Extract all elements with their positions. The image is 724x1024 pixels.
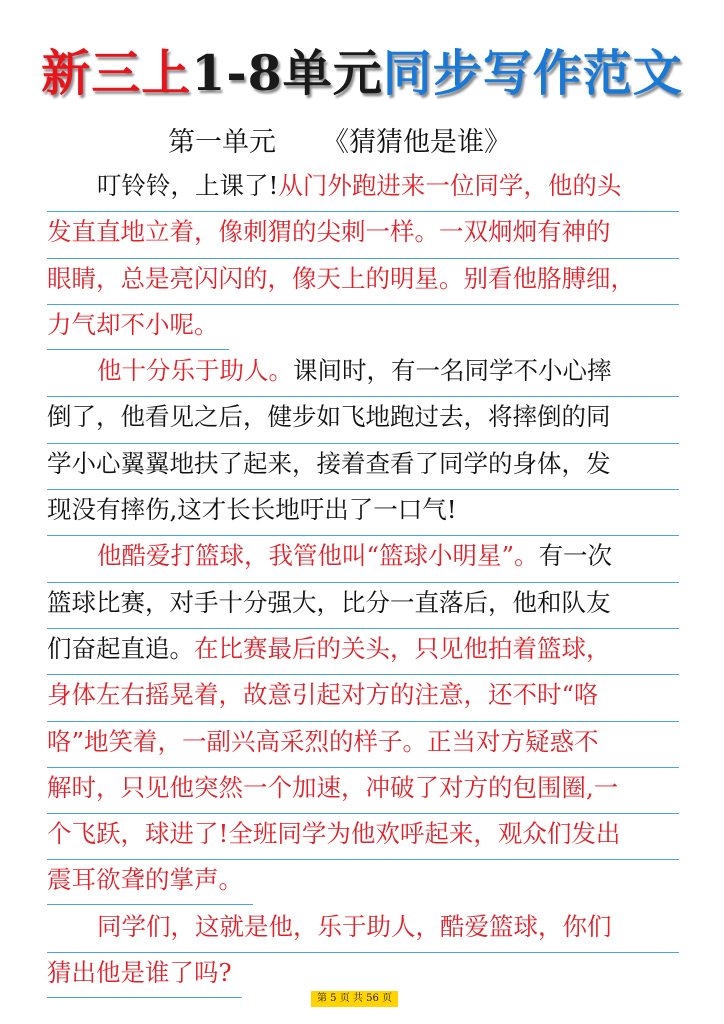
text-segment: 叮铃铃，上课了! bbox=[97, 171, 279, 200]
text-segment: 篮球比赛，对手十分强大，比分一直落后，他和队友 bbox=[47, 587, 611, 617]
essay-line bbox=[47, 490, 679, 536]
essay-line bbox=[47, 583, 679, 629]
essay-line bbox=[47, 629, 679, 675]
essay-line bbox=[47, 722, 679, 768]
essay-line bbox=[47, 675, 679, 721]
unit-label: 第一单元 bbox=[168, 127, 276, 158]
essay-line bbox=[47, 351, 679, 397]
text-segment: 从门外跑进来一位同学，他的头 bbox=[278, 171, 622, 200]
text-segment: 同学们，这就是他，乐于助人，酷爱篮球，你们 bbox=[97, 911, 612, 941]
essay-line bbox=[47, 768, 679, 814]
text-segment: 他十分乐于助人。 bbox=[97, 356, 293, 386]
text-segment: 猜出他是谁了吗? bbox=[47, 958, 232, 988]
essay-body bbox=[47, 166, 679, 999]
essay-line bbox=[47, 814, 679, 860]
text-segment: 课间时，有一名同学不小心摔 bbox=[293, 356, 612, 386]
text-segment: 现没有摔伤,这才长长地吁出了一口气! bbox=[47, 495, 457, 525]
text-segment: 学小心翼翼地扶了起来，接着查看了同学的身体，发 bbox=[47, 448, 611, 478]
title-part-black: 1-8单元 bbox=[191, 44, 383, 102]
page-number-badge: 第 5 页 共 56 页 bbox=[311, 991, 398, 1007]
text-segment: 有一次 bbox=[538, 541, 613, 571]
text-segment: 们奋起直追。 bbox=[47, 633, 194, 663]
text-segment: 咯”地笑着，一副兴高采烈的样子。正当对方疑惑不 bbox=[47, 726, 599, 756]
essay-line bbox=[47, 907, 679, 953]
essay-line bbox=[47, 305, 679, 351]
title-part-red: 新三上 bbox=[41, 44, 192, 102]
text-segment: 发直直地立着，像刺猬的尖刺一样。一双炯炯有神的 bbox=[47, 217, 611, 247]
essay-heading bbox=[168, 126, 511, 160]
text-segment: 震耳欲聋的掌声。 bbox=[47, 865, 243, 895]
essay-line bbox=[47, 212, 679, 258]
document-title bbox=[0, 42, 724, 104]
text-segment: 眼睛，总是亮闪闪的，像天上的明星。别看他胳膊细， bbox=[47, 263, 635, 293]
essay-line bbox=[47, 397, 679, 443]
text-segment: 力气却不小呢。 bbox=[47, 309, 219, 339]
text-segment: 身体左右摇晃着，故意引起对方的注意，还不时“咯 bbox=[47, 680, 599, 710]
essay-line bbox=[47, 166, 679, 212]
essay-line bbox=[47, 259, 679, 305]
essay-line bbox=[47, 444, 679, 490]
text-segment: 个飞跃，球进了!全班同学为他欢呼起来，观众们发出 bbox=[47, 819, 621, 849]
text-segment: 倒了，他看见之后，健步如飞地跑过去，将摔倒的同 bbox=[47, 402, 611, 432]
title-part-blue: 同步写作范文 bbox=[382, 44, 683, 102]
text-segment: 他酷爱打篮球，我管他叫“篮球小明星”。 bbox=[97, 541, 539, 571]
essay-line bbox=[47, 536, 679, 582]
essay-title: 《猜猜他是谁》 bbox=[322, 127, 511, 158]
text-segment: 解时，只见他突然一个加速，冲破了对方的包围圈,一 bbox=[47, 772, 619, 802]
essay-line bbox=[47, 860, 679, 906]
text-segment: 在比赛最后的关头，只见他拍着篮球， bbox=[194, 633, 611, 663]
